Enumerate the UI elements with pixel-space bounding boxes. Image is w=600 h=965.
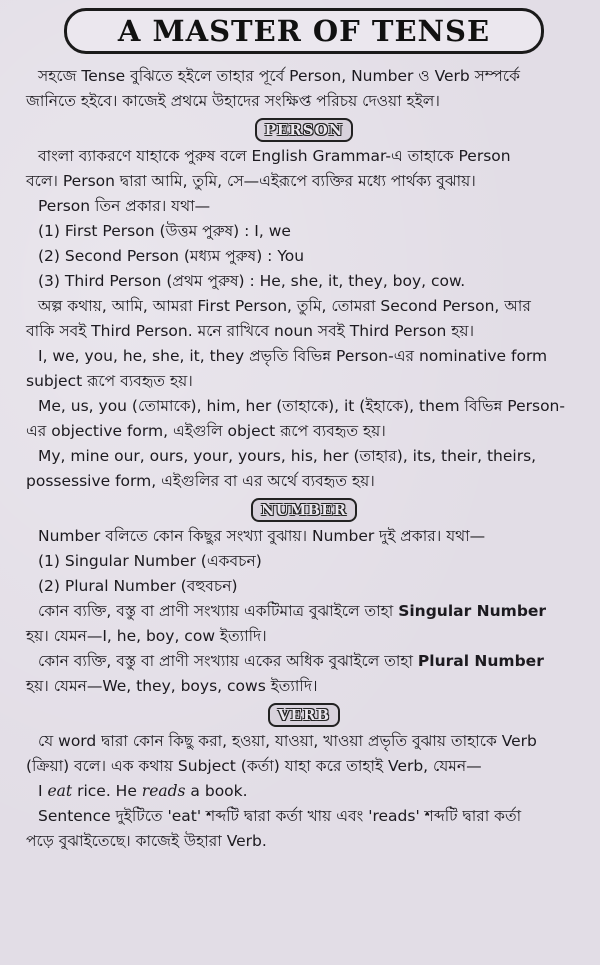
- verb-example-part: I: [38, 782, 48, 800]
- number-p3-line-2: হয়। যেমন—We, they, boys, cows ইত্যাদি।: [26, 677, 318, 695]
- verb-example-part: a book.: [185, 782, 248, 800]
- number-heading: NUMBER: [251, 498, 357, 522]
- intro-line-1: সহজে Tense বুঝিতে হইলে তাহার পূর্বে Person, Number ও Verb সম্পর্কে: [38, 67, 520, 85]
- person-p4-line-2: subject রূপে ব্যবহৃত হয়।: [26, 372, 193, 390]
- verb-example-part: rice. He: [72, 782, 142, 800]
- person-heading: PERSON: [255, 118, 354, 142]
- number-p3-text: কোন ব্যক্তি, বস্তু বা প্রাণী সংখ্যায় একের অধিক বুঝাইলে তাহা: [38, 652, 418, 670]
- person-item-first: (1) First Person (উত্তম পুরুষ) : I, we: [38, 222, 291, 240]
- number-p3-line-1: [26, 649, 582, 674]
- verb-example: [26, 779, 582, 804]
- singular-number-term: Singular Number: [398, 602, 547, 620]
- person-p6-line-2: possessive form, এইগুলির বা এর অর্থে ব্যবহৃত হয়।: [26, 472, 375, 490]
- number-p2-line-2: হয়। যেমন—I, he, boy, cow ইত্যাদি।: [26, 627, 267, 645]
- verb-p2-line-1: Sentence দুইটিতে 'eat' শব্দটি দ্বারা কর্তা খায় এবং 'reads' শব্দটি দ্বারা কর্তা: [38, 807, 522, 825]
- verb-example-reads: reads: [141, 782, 186, 800]
- plural-number-term: Plural Number: [417, 652, 544, 670]
- person-p1-line-2: বলে। Person দ্বারা আমি, তুমি, সে—এইরূপে ব্যক্তির মধ্যে পার্থক্য বুঝায়।: [26, 172, 476, 190]
- verb-p1-line-1: যে word দ্বারা কোন কিছু করা, হওয়া, যাওয়া, খাওয়া প্রভৃতি বুঝায় তাহাকে Verb: [38, 732, 537, 750]
- number-p2-text: কোন ব্যক্তি, বস্তু বা প্রাণী সংখ্যায় একটিমাত্র বুঝাইলে তাহা: [38, 602, 399, 620]
- person-p5-line-2: এর objective form, এইগুলি object রূপে ব্যবহৃত হয়।: [26, 422, 386, 440]
- person-p5-line-1: Me, us, you (তোমাকে), him, her (তাহাকে), it (ইহাকে), them বিভিন্ন Person-: [38, 397, 565, 415]
- number-p1: Number বলিতে কোন কিছুর সংখ্যা বুঝায়। Number দুই প্রকার। যথা—: [38, 527, 486, 545]
- person-p6-line-1: My, mine our, ours, your, yours, his, her (তাহার), its, their, theirs,: [38, 447, 537, 465]
- title-banner: [64, 8, 544, 54]
- person-p3-line-2: বাকি সবই Third Person. মনে রাখিবে noun সবই Third Person হয়।: [26, 322, 475, 340]
- person-types-intro: Person তিন প্রকার। যথা—: [38, 197, 211, 215]
- verb-heading: VERB: [268, 703, 340, 727]
- number-item-singular: (1) Singular Number (একবচন): [38, 552, 262, 570]
- verb-example-eat: eat: [47, 782, 73, 800]
- number-p2-line-1: [26, 599, 582, 624]
- person-item-second: (2) Second Person (মধ্যম পুরুষ) : You: [38, 247, 305, 265]
- person-p3-line-1: অল্প কথায়, আমি, আমরা First Person, তুমি, তোমরা Second Person, আর: [38, 297, 531, 315]
- number-item-plural: (2) Plural Number (বহুবচন): [38, 577, 238, 595]
- person-p1-line-1: বাংলা ব্যাকরণে যাহাকে পুরুষ বলে English Grammar-এ তাহাকে Person: [38, 147, 511, 165]
- person-item-third: (3) Third Person (প্রথম পুরুষ) : He, she, it, they, boy, cow.: [38, 272, 466, 290]
- intro-line-2: জানিতে হইবে। কাজেই প্রথমে উহাদের সংক্ষিপ্ত পরিচয় দেওয়া হইল।: [26, 92, 440, 110]
- page-title: A MASTER OF TENSE: [117, 14, 491, 48]
- verb-p2-line-2: পড়ে বুঝাইতেছে। কাজেই উহারা Verb.: [26, 832, 267, 850]
- person-p4-line-1: I, we, you, he, she, it, they প্রভৃতি বিভিন্ন Person-এর nominative form: [38, 347, 548, 365]
- verb-p1-line-2: (ক্রিয়া) বলে। এক কথায় Subject (কর্তা) যাহা করে তাহাই Verb, যেমন—: [26, 757, 482, 775]
